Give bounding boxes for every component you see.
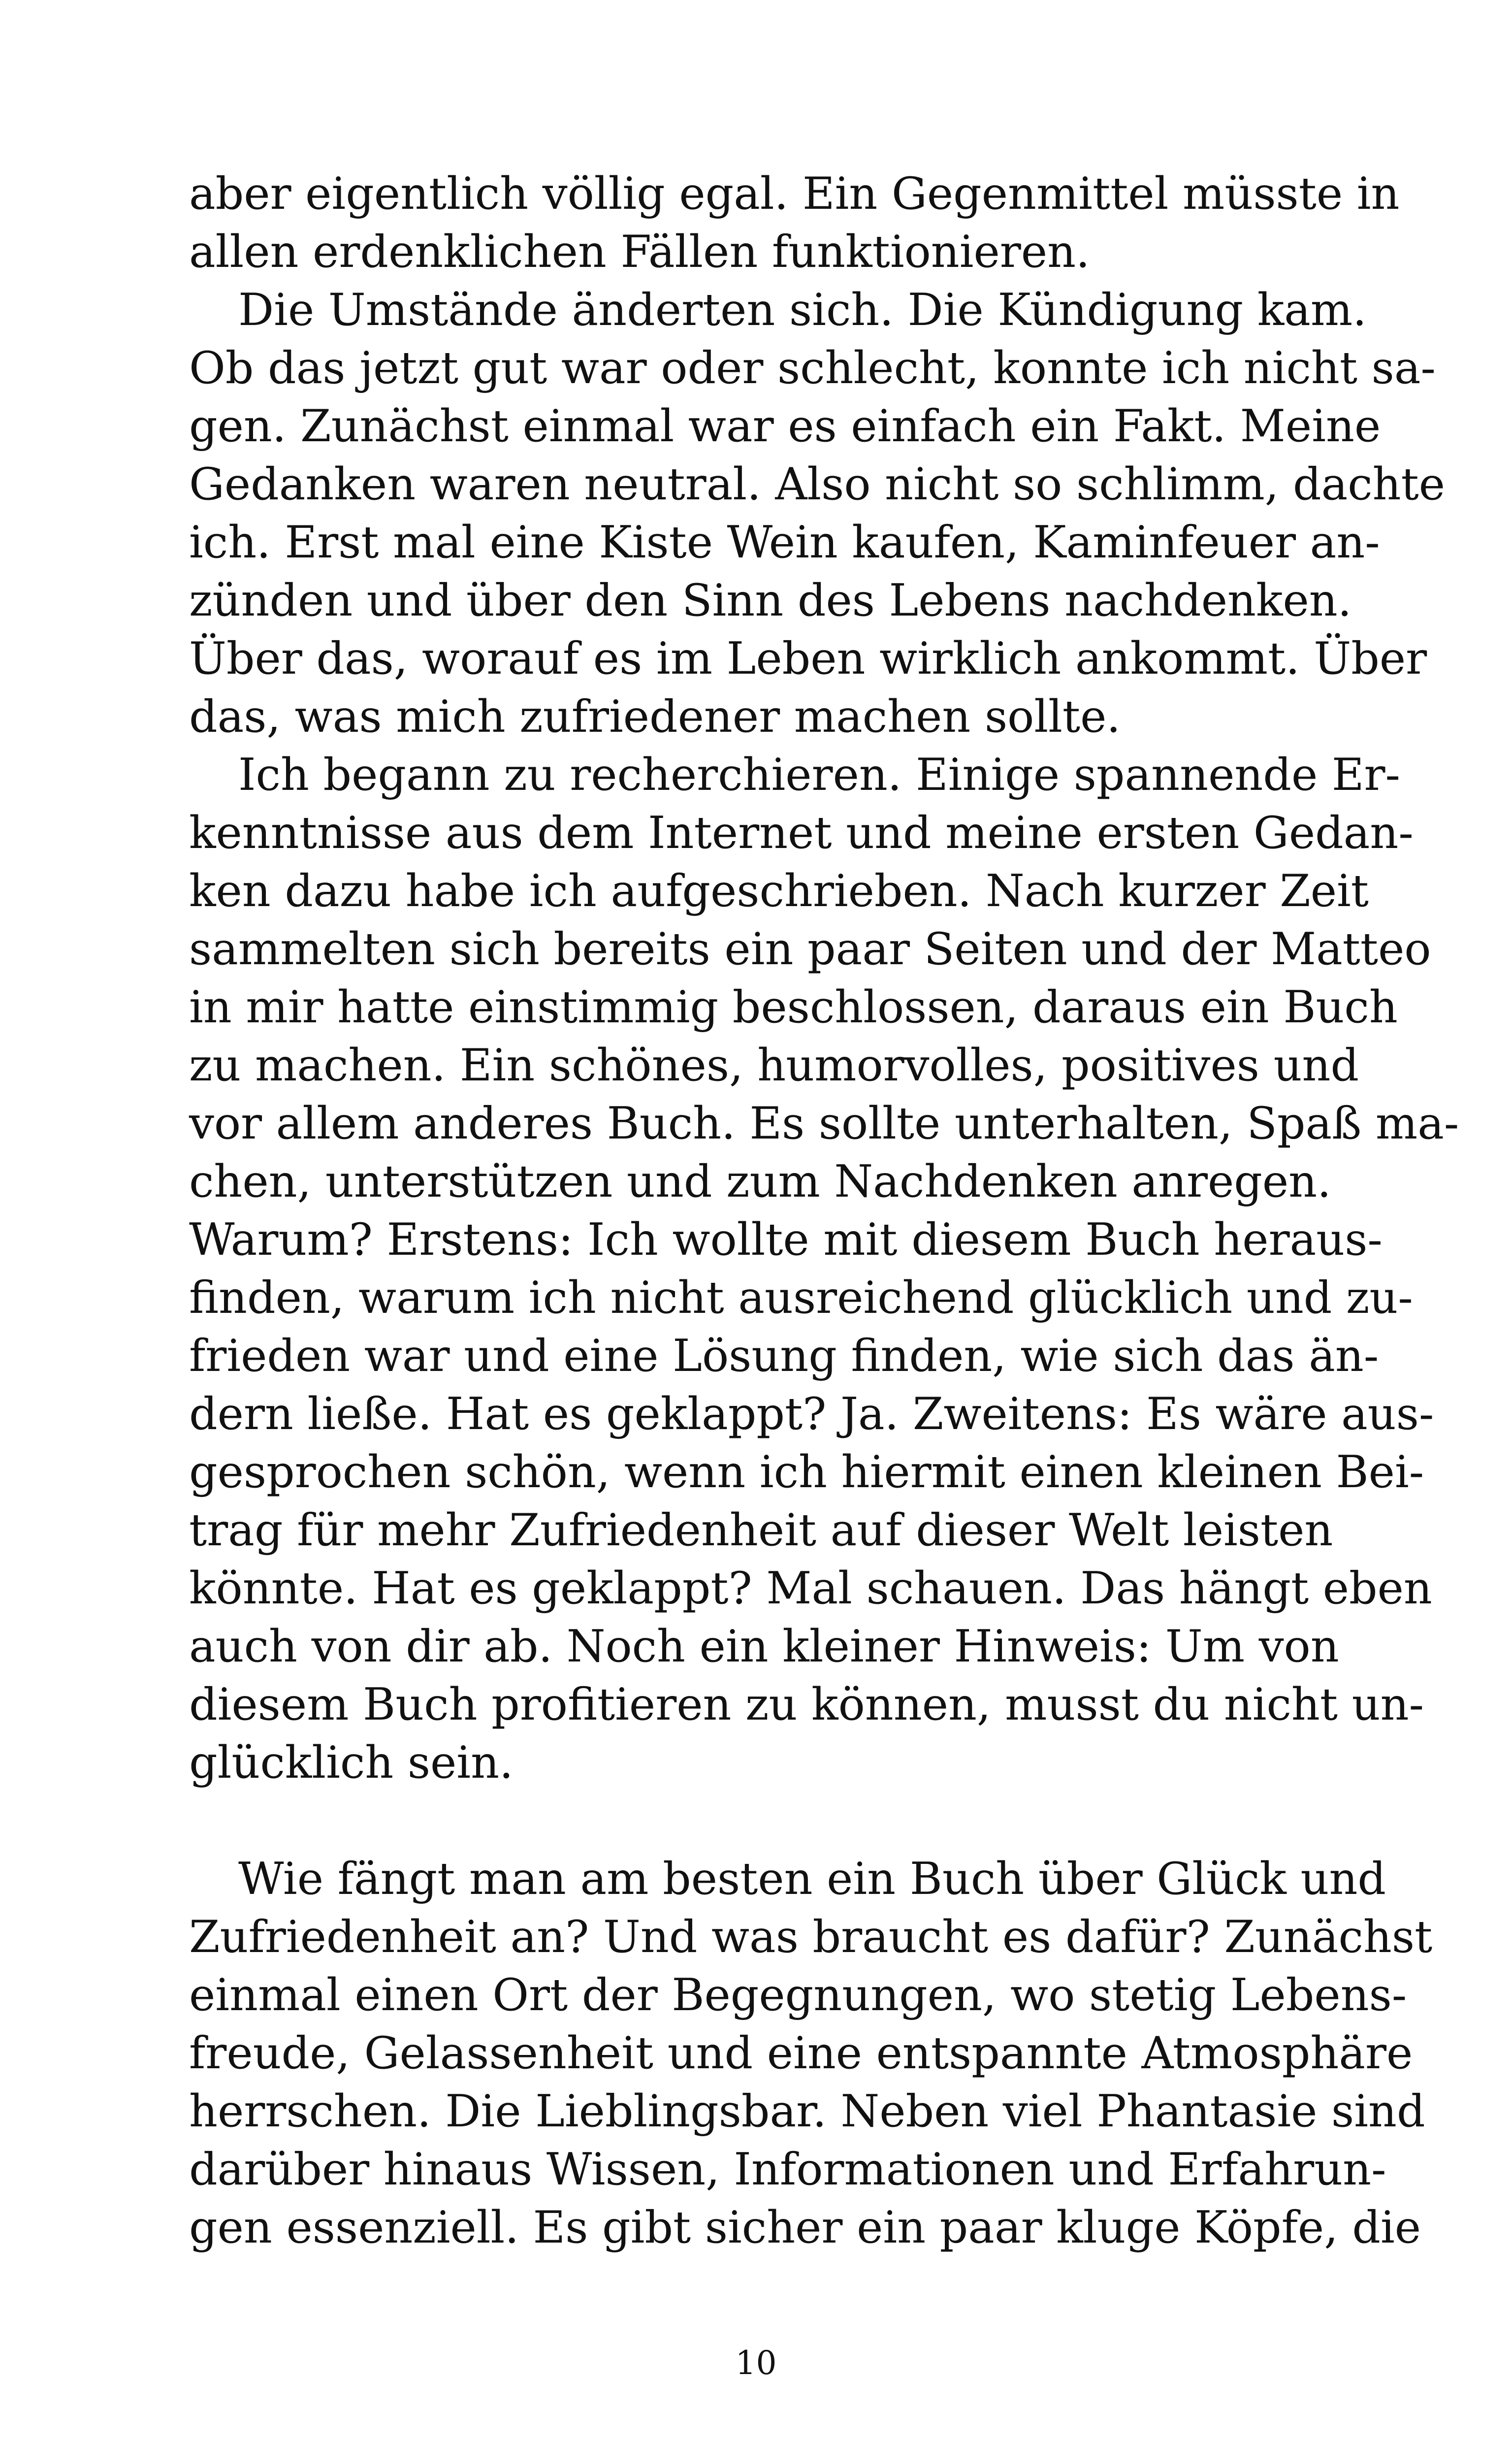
text-line: finden, warum ich nicht ausreichend glücklich und zu-	[189, 1272, 1413, 1324]
text-line: Gedanken waren neutral. Also nicht so schlimm, dachte	[189, 458, 1446, 510]
text-line: sammelten sich bereits ein paar Seiten und der Matteo	[189, 923, 1431, 975]
text-line: Ich begann zu recherchieren. Einige spannende Er-	[238, 749, 1400, 801]
text-line: ich. Erst mal eine Kiste Wein kaufen, Kaminfeuer an-	[189, 517, 1380, 568]
text-line: Wie fängt man am besten ein Buch über Glück und	[238, 1853, 1386, 1905]
text-line: ken dazu habe ich aufgeschrieben. Nach kurzer Zeit	[189, 865, 1369, 917]
text-line: Zufriedenheit an? Und was braucht es dafür? Zunächst	[189, 1911, 1433, 1963]
text-line: allen erdenklichen Fällen funktionieren.	[189, 226, 1090, 278]
text-line: trag für mehr Zufriedenheit auf dieser Welt leisten	[189, 1504, 1333, 1556]
text-line: Die Umstände änderten sich. Die Kündigung kam.	[238, 284, 1367, 336]
text-line: zünden und über den Sinn des Lebens nachdenken.	[189, 575, 1352, 626]
text-line: diesem Buch profitieren zu können, musst du nicht un-	[189, 1679, 1424, 1730]
text-line: auch von dir ab. Noch ein kleiner Hinweis: Um von	[189, 1621, 1339, 1672]
text-line: glücklich sein.	[189, 1737, 514, 1789]
text-line: das, was mich zufriedener machen sollte.	[189, 691, 1121, 743]
text-line: vor allem anderes Buch. Es sollte unterhalten, Spaß ma-	[189, 1098, 1459, 1149]
text-line: Ob das jetzt gut war oder schlecht, konnte ich nicht sa-	[189, 342, 1436, 394]
text-line: gen essenziell. Es gibt sicher ein paar kluge Köpfe, die	[189, 2202, 1421, 2253]
text-line: zu machen. Ein schönes, humorvolles, positives und	[189, 1040, 1359, 1091]
text-line: in mir hatte einstimmig beschlossen, daraus ein Buch	[189, 981, 1398, 1033]
page-number: 10	[735, 2344, 777, 2382]
text-line: kenntnisse aus dem Internet und meine ersten Gedan-	[189, 807, 1414, 859]
text-line: einmal einen Ort der Begegnungen, wo stetig Lebens-	[189, 1969, 1407, 2021]
text-line: Über das, worauf es im Leben wirklich ankommt. Über	[189, 633, 1427, 684]
text-line: chen, unterstützen und zum Nachdenken anregen.	[189, 1156, 1331, 1207]
text-line: herrschen. Die Lieblingsbar. Neben viel Phantasie sind	[189, 2085, 1425, 2137]
text-line: könnte. Hat es geklappt? Mal schauen. Das hängt eben	[189, 1563, 1432, 1614]
text-line: gen. Zunächst einmal war es einfach ein Fakt. Meine	[189, 400, 1381, 452]
section-break	[189, 1792, 1321, 1850]
text-line: dern ließe. Hat es geklappt? Ja. Zweitens: Es wäre aus-	[189, 1388, 1434, 1440]
text-line: freude, Gelassenheit und eine entspannte Atmosphäre	[189, 2027, 1413, 2079]
text-line: frieden war und eine Lösung finden, wie sich das än-	[189, 1330, 1379, 1382]
text-line: Warum? Erstens: Ich wollte mit diesem Buch heraus-	[189, 1214, 1383, 1266]
text-line: darüber hinaus Wissen, Informationen und Erfahrun-	[189, 2144, 1386, 2195]
text-line: aber eigentlich völlig egal. Ein Gegenmittel müsste in	[189, 168, 1400, 220]
body-text	[189, 165, 1459, 2257]
text-line: gesprochen schön, wenn ich hiermit einen kleinen Bei-	[189, 1446, 1424, 1498]
